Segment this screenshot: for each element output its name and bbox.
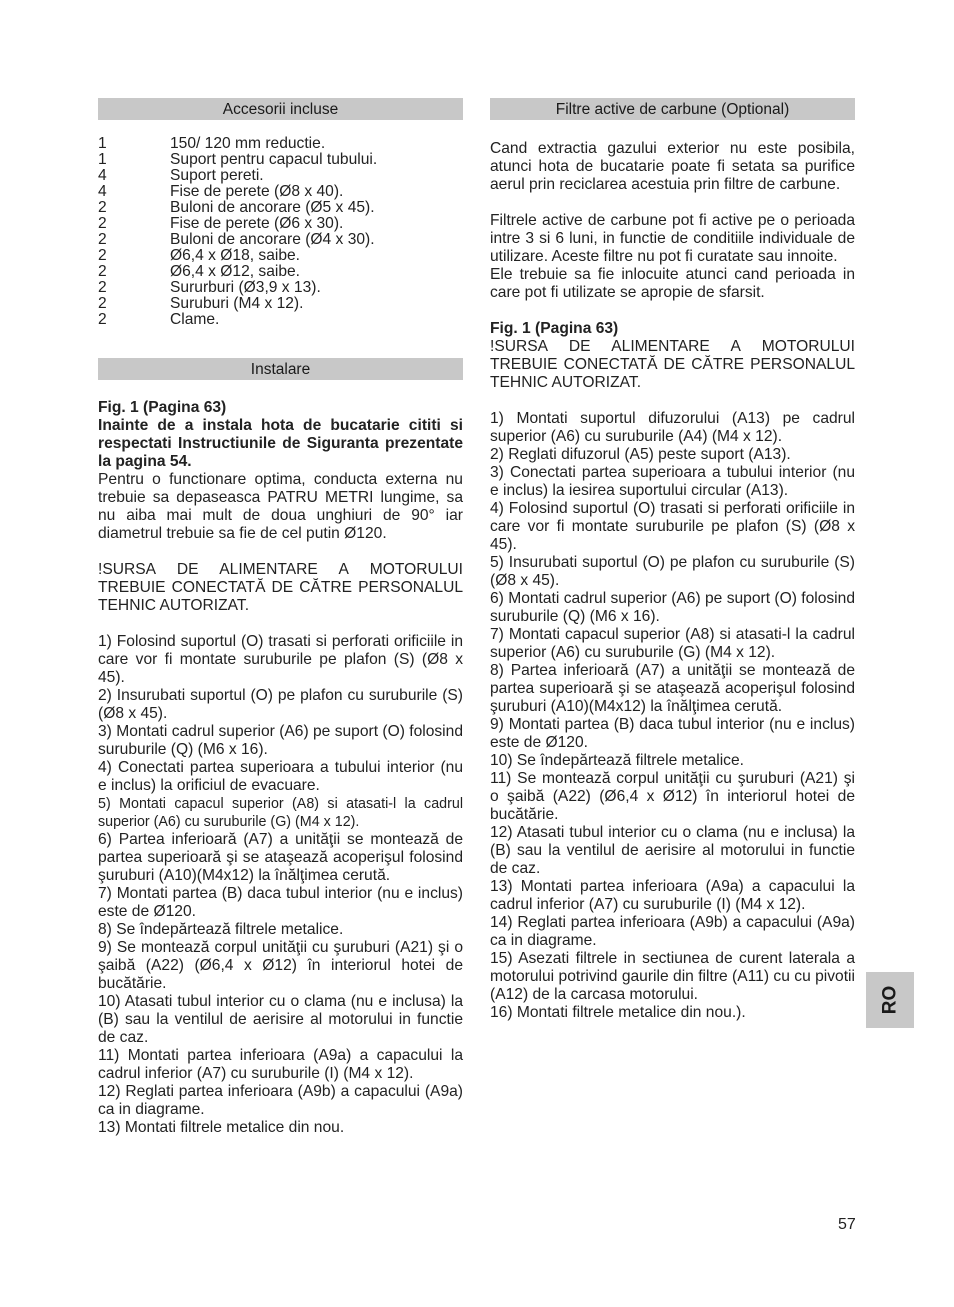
accessory-item	[98, 152, 463, 168]
accessory-qty: 2	[98, 311, 107, 328]
installation-fig-ref: Fig. 1 (Pagina 63)	[98, 399, 227, 416]
accessory-desc: Ø6,4 x Ø12, saibe.	[170, 263, 301, 280]
carbon-step: 16) Montati filtrele metalice din nou.).	[490, 1004, 746, 1021]
accessory-qty: 2	[98, 279, 107, 296]
accessory-desc: Buloni de ancorare (Ø4 x 30).	[170, 231, 375, 248]
left-column	[98, 98, 463, 1137]
accessory-qty: 2	[98, 199, 107, 216]
accessory-item	[98, 232, 463, 248]
accessory-desc: Suport pereti.	[170, 167, 264, 184]
installation-step: 9) Se montează corpul unităţii cu şuruburi (A21) şi o şaibă (A22) (Ø6,4 x Ø12) în interiorul hotei de bucătărie.	[98, 939, 463, 992]
accessory-desc: Suport pentru capacul tubului.	[170, 151, 378, 168]
carbon-warning: !SURSA DE ALIMENTARE A MOTORULUI TREBUIE CONECTATĂ DE CĂTRE PERSONALUL TEHNIC AUTORIZAT.	[490, 338, 855, 391]
installation-step: 6) Partea inferioară (A7) a unităţii se montează de partea superioară şi se ataşează acoperişul folosind şuruburi (A10)(M4x12) la înălţimea cerută.	[98, 831, 463, 884]
language-tab-label: RO	[879, 985, 900, 1015]
accessory-qty: 1	[98, 151, 107, 168]
installation-step: 11) Montati partea inferioara (A9a) a capacului la cadrul inferior (A7) cu suruburile (I) (M4 x 12).	[98, 1047, 463, 1082]
accessory-qty: 2	[98, 247, 107, 264]
carbon-step: 9) Montati partea (B) daca tubul interior (nu e inclus) este de Ø120.	[490, 716, 855, 751]
page-number: 57	[838, 1216, 856, 1233]
carbon-step: 7) Montati capacul superior (A8) si atasati-l la cadrul superior (A6) cu suruburile (G) (M4 x 12).	[490, 626, 855, 661]
installation-step: 5) Montati capacul superior (A8) si atasati-l la cadrul superior (A6) cu suruburile (G) (M4 x 12).	[98, 796, 463, 830]
carbon-filters-para: Cand extractia gazului exterior nu este posibila, atunci hota de bucatarie poate fi setata sa purifice aerul prin reciclarea acestuia prin filtre de carbune.	[490, 140, 855, 193]
accessory-item	[98, 200, 463, 216]
accessory-item	[98, 248, 463, 264]
carbon-step: 14) Reglati partea inferioara (A9b) a capacului (A9a) ca in diagrame.	[490, 914, 855, 949]
carbon-step: 4) Folosind suportul (O) trasati si perforati orificiile in care vor fi montate suruburile pe plafon (S) (Ø8 x 45).	[490, 500, 855, 553]
accessory-qty: 4	[98, 183, 107, 200]
accessory-item	[98, 264, 463, 280]
installation-step: 13) Montati filtrele metalice din nou.	[98, 1119, 345, 1136]
accessory-desc: Fise de perete (Ø8 x 40).	[170, 183, 344, 200]
carbon-filters-heading: Filtre active de carbune (Optional)	[490, 98, 855, 120]
installation-step: 1) Folosind suportul (O) trasati si perforati orificiile in care vor fi montate suruburile pe plafon (S) (Ø8 x 45).	[98, 633, 463, 686]
accessory-qty: 2	[98, 295, 107, 312]
installation-step: 3) Montati cadrul superior (A6) pe suport (O) folosind suruburile (Q) (M6 x 16).	[98, 723, 463, 758]
installation-step: 4) Conectati partea superioara a tubului interior (nu e inclus) la orificiul de evacuare.	[98, 759, 463, 794]
carbon-filters-para: Ele trebuie sa fie inlocuite atunci cand perioada in care pot fi utilizate se apropie de sfarsit.	[490, 266, 855, 301]
carbon-step: 2) Reglati difuzorul (A5) peste suport (A13).	[490, 446, 791, 463]
carbon-filters-para: Filtrele active de carbune pot fi active pe o perioada intre 3 si 6 luni, in functie de conditiile individuale de utilizare. Aceste filtre nu pot fi curatate sau innoite.	[490, 212, 855, 265]
carbon-step: 15) Asezati filtrele in sectiunea de curent laterala a motorului potrivind gaurile din filtre (A11) cu cu pivotii (A12) de la carcasa motorului.	[490, 950, 855, 1003]
accessory-item	[98, 312, 463, 328]
installation-safety-note: Inainte de a instala hota de bucatarie cititi si respectati Instructiunile de Siguranta prezentate la pagina 54.	[98, 417, 463, 470]
accessories-heading: Accesorii incluse	[98, 98, 463, 120]
accessory-qty: 2	[98, 215, 107, 232]
accessories-list	[98, 136, 463, 328]
installation-heading: Instalare	[98, 358, 463, 380]
carbon-step: 3) Conectati partea superioara a tubului interior (nu e inclus) la iesirea suportului circular (A13).	[490, 464, 855, 499]
installation-step: 10) Atasati tubul interior cu o clama (nu e inclusa) la (B) sau la ventilul de aerisire al motorului in functie de caz.	[98, 993, 463, 1046]
carbon-step: 1) Montati suportul difuzorului (A13) pe cadrul superior (A6) cu suruburile (A4) (M4 x 12).	[490, 410, 855, 445]
accessory-desc: Clame.	[170, 311, 220, 328]
accessory-desc: Buloni de ancorare (Ø5 x 45).	[170, 199, 375, 216]
carbon-step: 13) Montati partea inferioara (A9a) a capacului la cadrul inferior (A7) cu suruburile (I) (M4 x 12).	[490, 878, 855, 913]
accessory-item	[98, 280, 463, 296]
installation-step: 2) Insurubati suportul (O) pe plafon cu suruburile (S) (Ø8 x 45).	[98, 687, 463, 722]
accessory-desc: Ø6,4 x Ø18, saibe.	[170, 247, 301, 264]
carbon-step: 10) Se îndepărtează filtrele metalice.	[490, 752, 744, 769]
accessory-qty: 1	[98, 135, 107, 152]
carbon-step: 6) Montati cadrul superior (A6) pe suport (O) folosind suruburile (Q) (M6 x 16).	[490, 590, 855, 625]
accessory-item	[98, 296, 463, 312]
accessory-desc: 150/ 120 mm reductie.	[170, 135, 326, 152]
accessory-desc: Sururburi (Ø3,9 x 13).	[170, 279, 321, 296]
accessory-item	[98, 216, 463, 232]
accessory-item	[98, 168, 463, 184]
installation-warning: !SURSA DE ALIMENTARE A MOTORULUI TREBUIE CONECTATĂ DE CĂTRE PERSONALUL TEHNIC AUTORIZAT.	[98, 561, 463, 614]
installation-step: 8) Se îndepărtează filtrele metalice.	[98, 921, 344, 938]
accessory-desc: Fise de perete (Ø6 x 30).	[170, 215, 344, 232]
installation-step: 7) Montati partea (B) daca tubul interior (nu e inclus) este de Ø120.	[98, 885, 463, 920]
accessory-item	[98, 136, 463, 152]
carbon-step: 8) Partea inferioară (A7) a unităţii se montează de partea superioară şi se ataşează acoperişul folosind şuruburi (A10)(M4x12) la înălţimea cerută.	[490, 662, 855, 715]
carbon-step: 5) Insurubati suportul (O) pe plafon cu suruburile (S) (Ø8 x 45).	[490, 554, 855, 589]
language-tab	[866, 972, 914, 1028]
right-column	[490, 98, 855, 1022]
accessory-item	[98, 184, 463, 200]
accessory-qty: 4	[98, 167, 107, 184]
carbon-fig-ref: Fig. 1 (Pagina 63)	[490, 320, 619, 337]
installation-intro: Pentru o functionare optima, conducta externa nu trebuie sa depaseasca PATRU METRI lungime, sa nu aiba mai mult de doua unghiuri de 90° iar diametrul trebuie sa fie de cel putin Ø120.	[98, 471, 463, 542]
accessory-qty: 2	[98, 263, 107, 280]
installation-step: 12) Reglati partea inferioara (A9b) a capacului (A9a) ca in diagrame.	[98, 1083, 463, 1118]
accessory-qty: 2	[98, 231, 107, 248]
carbon-step: 12) Atasati tubul interior cu o clama (nu e inclusa) la (B) sau la ventilul de aerisire al motorului in functie de caz.	[490, 824, 855, 877]
accessory-desc: Suruburi (M4 x 12).	[170, 295, 304, 312]
carbon-step: 11) Se montează corpul unităţii cu şuruburi (A21) şi o şaibă (A22) (Ø6,4 x Ø12) în interiorul hotei de bucătărie.	[490, 770, 855, 823]
